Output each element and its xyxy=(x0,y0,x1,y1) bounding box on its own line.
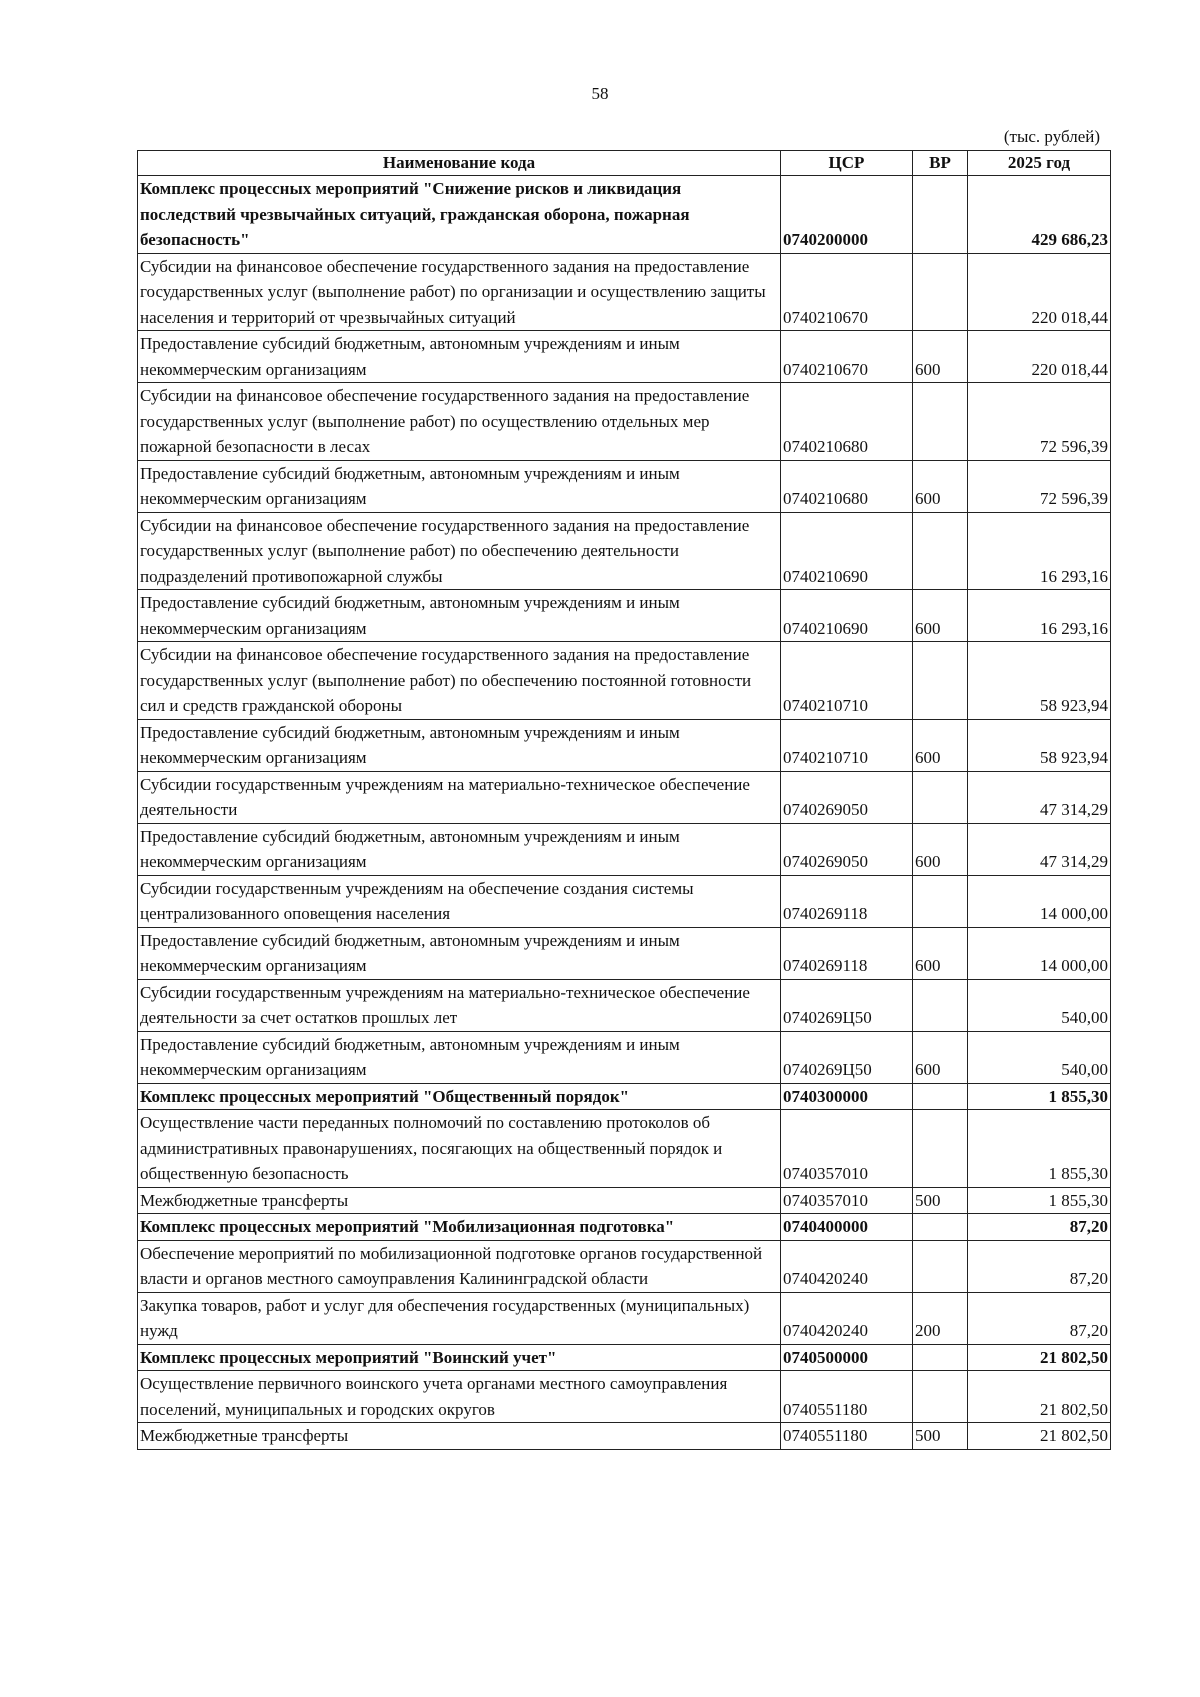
row-vr-cell xyxy=(913,512,968,590)
table-row xyxy=(138,1292,1111,1344)
row-name-cell: Предоставление субсидий бюджетным, автономным учреждениям и иным некоммерческим организациям xyxy=(138,719,781,771)
table-row xyxy=(138,875,1111,927)
row-code-cell: 0740210680 xyxy=(781,460,913,512)
row-code-cell: 0740420240 xyxy=(781,1240,913,1292)
row-name-cell: Осуществление первичного воинского учета органами местного самоуправления поселений, муниципальных и городских округов xyxy=(138,1371,781,1423)
row-vr-cell: 600 xyxy=(913,927,968,979)
table-row xyxy=(138,1083,1111,1110)
table-row xyxy=(138,331,1111,383)
row-name-cell: Комплекс процессных мероприятий "Общественный порядок" xyxy=(138,1083,781,1110)
row-code-cell: 0740500000 xyxy=(781,1344,913,1371)
row-name-cell: Предоставление субсидий бюджетным, автономным учреждениям и иным некоммерческим организациям xyxy=(138,331,781,383)
row-code-cell: 0740420240 xyxy=(781,1292,913,1344)
row-name-cell: Субсидии государственным учреждениям на материально-техническое обеспечение деятельности за счет остатков прошлых лет xyxy=(138,979,781,1031)
table-row xyxy=(138,460,1111,512)
row-code-cell: 0740200000 xyxy=(781,176,913,254)
table-row xyxy=(138,1240,1111,1292)
row-name-cell: Предоставление субсидий бюджетным, автономным учреждениям и иным некоммерческим организациям xyxy=(138,590,781,642)
row-amount-cell: 47 314,29 xyxy=(968,771,1111,823)
row-vr-cell xyxy=(913,642,968,720)
row-name-cell: Комплекс процессных мероприятий "Воинский учет" xyxy=(138,1344,781,1371)
row-name-cell: Предоставление субсидий бюджетным, автономным учреждениям и иным некоммерческим организациям xyxy=(138,460,781,512)
row-vr-cell: 600 xyxy=(913,460,968,512)
table-body xyxy=(138,176,1111,1450)
table-row xyxy=(138,771,1111,823)
table-row xyxy=(138,1371,1111,1423)
row-vr-cell xyxy=(913,1240,968,1292)
row-name-cell: Субсидии на финансовое обеспечение государственного задания на предоставление государственных услуг (выполнение работ) по обеспечению постоянной готовности сил и средств гражданской обороны xyxy=(138,642,781,720)
row-amount-cell: 16 293,16 xyxy=(968,590,1111,642)
row-vr-cell xyxy=(913,1083,968,1110)
budget-table xyxy=(137,150,1111,1450)
row-name-cell: Межбюджетные трансферты xyxy=(138,1187,781,1214)
header-name: Наименование кода xyxy=(138,151,781,176)
table-row xyxy=(138,1344,1111,1371)
row-vr-cell xyxy=(913,1371,968,1423)
row-amount-cell: 87,20 xyxy=(968,1240,1111,1292)
row-vr-cell xyxy=(913,383,968,461)
row-amount-cell: 429 686,23 xyxy=(968,176,1111,254)
units-label: (тыс. рублей) xyxy=(1003,127,1100,146)
row-name-cell: Обеспечение мероприятий по мобилизационной подготовке органов государственной власти и органов местного самоуправления Калининградской области xyxy=(138,1240,781,1292)
row-vr-cell xyxy=(913,875,968,927)
row-amount-cell: 1 855,30 xyxy=(968,1110,1111,1188)
row-amount-cell: 47 314,29 xyxy=(968,823,1111,875)
table-row xyxy=(138,823,1111,875)
row-vr-cell: 600 xyxy=(913,719,968,771)
header-year: 2025 год xyxy=(968,151,1111,176)
row-code-cell: 0740210710 xyxy=(781,642,913,720)
table-row xyxy=(138,383,1111,461)
table-row xyxy=(138,176,1111,254)
row-code-cell: 0740210690 xyxy=(781,590,913,642)
row-amount-cell: 220 018,44 xyxy=(968,331,1111,383)
row-code-cell: 0740269118 xyxy=(781,927,913,979)
row-name-cell: Предоставление субсидий бюджетным, автономным учреждениям и иным некоммерческим организациям xyxy=(138,1031,781,1083)
table-row xyxy=(138,1214,1111,1241)
row-name-cell: Предоставление субсидий бюджетным, автономным учреждениям и иным некоммерческим организациям xyxy=(138,823,781,875)
row-name-cell: Субсидии на финансовое обеспечение государственного задания на предоставление государственных услуг (выполнение работ) по организации и осуществлению защиты населения и территорий от чрезвычайных ситуаций xyxy=(138,253,781,331)
row-name-cell: Субсидии государственным учреждениям на обеспечение создания системы централизованного оповещения населения xyxy=(138,875,781,927)
row-name-cell: Субсидии государственным учреждениям на материально-техническое обеспечение деятельности xyxy=(138,771,781,823)
row-vr-cell: 600 xyxy=(913,1031,968,1083)
table-row xyxy=(138,719,1111,771)
row-code-cell: 0740210710 xyxy=(781,719,913,771)
row-code-cell: 0740269Ц50 xyxy=(781,979,913,1031)
row-code-cell: 0740210670 xyxy=(781,331,913,383)
row-amount-cell: 540,00 xyxy=(968,1031,1111,1083)
row-vr-cell xyxy=(913,1344,968,1371)
row-amount-cell: 87,20 xyxy=(968,1214,1111,1241)
row-amount-cell: 72 596,39 xyxy=(968,383,1111,461)
table-row xyxy=(138,512,1111,590)
header-code: ЦСР xyxy=(781,151,913,176)
row-code-cell: 0740210680 xyxy=(781,383,913,461)
row-vr-cell xyxy=(913,253,968,331)
row-name-cell: Комплекс процессных мероприятий "Снижение рисков и ликвидация последствий чрезвычайных ситуаций, гражданская оборона, пожарная безопасность" xyxy=(138,176,781,254)
row-vr-cell: 500 xyxy=(913,1423,968,1450)
row-code-cell: 0740269050 xyxy=(781,771,913,823)
row-amount-cell: 58 923,94 xyxy=(968,642,1111,720)
row-name-cell: Предоставление субсидий бюджетным, автономным учреждениям и иным некоммерческим организациям xyxy=(138,927,781,979)
row-code-cell: 0740269050 xyxy=(781,823,913,875)
row-amount-cell: 21 802,50 xyxy=(968,1371,1111,1423)
row-name-cell: Комплекс процессных мероприятий "Мобилизационная подготовка" xyxy=(138,1214,781,1241)
row-vr-cell xyxy=(913,771,968,823)
row-name-cell: Осуществление части переданных полномочий по составлению протоколов об административных правонарушениях, посягающих на общественный порядок и общественную безопасность xyxy=(138,1110,781,1188)
row-code-cell: 0740210690 xyxy=(781,512,913,590)
table-row xyxy=(138,1031,1111,1083)
row-vr-cell xyxy=(913,1214,968,1241)
row-amount-cell: 16 293,16 xyxy=(968,512,1111,590)
row-vr-cell: 500 xyxy=(913,1187,968,1214)
row-vr-cell xyxy=(913,979,968,1031)
row-amount-cell: 21 802,50 xyxy=(968,1344,1111,1371)
row-amount-cell: 72 596,39 xyxy=(968,460,1111,512)
row-code-cell: 0740551180 xyxy=(781,1371,913,1423)
table-row xyxy=(138,1423,1111,1450)
row-code-cell: 0740400000 xyxy=(781,1214,913,1241)
row-amount-cell: 220 018,44 xyxy=(968,253,1111,331)
row-vr-cell xyxy=(913,176,968,254)
table-row xyxy=(138,927,1111,979)
row-code-cell: 0740210670 xyxy=(781,253,913,331)
row-vr-cell: 600 xyxy=(913,590,968,642)
header-vr: ВР xyxy=(913,151,968,176)
row-amount-cell: 1 855,30 xyxy=(968,1187,1111,1214)
row-code-cell: 0740300000 xyxy=(781,1083,913,1110)
row-name-cell: Закупка товаров, работ и услуг для обеспечения государственных (муниципальных) нужд xyxy=(138,1292,781,1344)
table-header-row xyxy=(138,151,1111,176)
row-code-cell: 0740551180 xyxy=(781,1423,913,1450)
table-row xyxy=(138,590,1111,642)
row-name-cell: Межбюджетные трансферты xyxy=(138,1423,781,1450)
row-name-cell: Субсидии на финансовое обеспечение государственного задания на предоставление государственных услуг (выполнение работ) по обеспечению деятельности подразделений противопожарной службы xyxy=(138,512,781,590)
table-row xyxy=(138,1187,1111,1214)
row-amount-cell: 14 000,00 xyxy=(968,875,1111,927)
row-code-cell: 0740269Ц50 xyxy=(781,1031,913,1083)
row-code-cell: 0740269118 xyxy=(781,875,913,927)
table-row xyxy=(138,1110,1111,1188)
row-amount-cell: 87,20 xyxy=(968,1292,1111,1344)
row-name-cell: Субсидии на финансовое обеспечение государственного задания на предоставление государственных услуг (выполнение работ) по осуществлению отдельных мер пожарной безопасности в лесах xyxy=(138,383,781,461)
row-vr-cell xyxy=(913,1110,968,1188)
row-vr-cell: 600 xyxy=(913,331,968,383)
row-amount-cell: 1 855,30 xyxy=(968,1083,1111,1110)
row-code-cell: 0740357010 xyxy=(781,1110,913,1188)
row-amount-cell: 14 000,00 xyxy=(968,927,1111,979)
row-code-cell: 0740357010 xyxy=(781,1187,913,1214)
table-row xyxy=(138,979,1111,1031)
table-row xyxy=(138,253,1111,331)
row-amount-cell: 540,00 xyxy=(968,979,1111,1031)
row-amount-cell: 58 923,94 xyxy=(968,719,1111,771)
row-vr-cell: 200 xyxy=(913,1292,968,1344)
row-amount-cell: 21 802,50 xyxy=(968,1423,1111,1450)
row-vr-cell: 600 xyxy=(913,823,968,875)
page-number: 58 xyxy=(591,84,609,103)
table-row xyxy=(138,642,1111,720)
